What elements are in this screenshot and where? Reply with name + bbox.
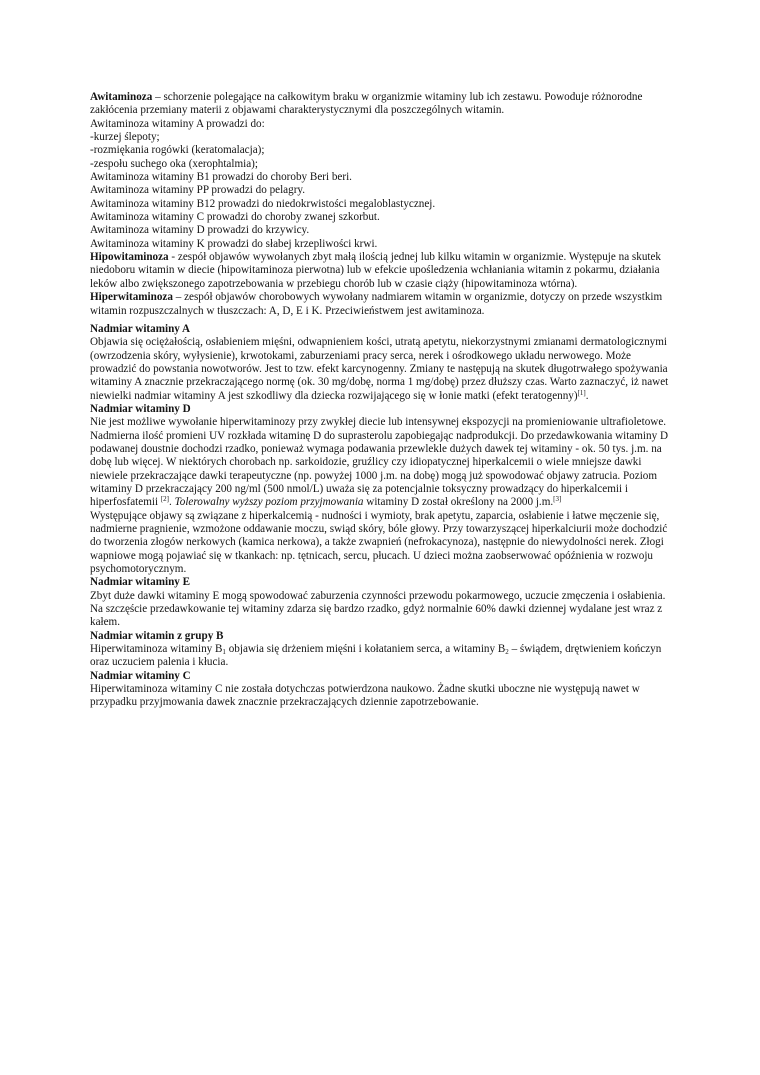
paragraph-vitamin-b: Hiperwitaminoza witaminy $B_1$ objawia się drżeniem mięśni i kołataniem serca, a witaminy $B_2$ – świądem, drętwieniem kończyn oraz uczuciem palenia i kłucia.: [90, 643, 662, 669]
tolerable-upper-intake-link[interactable]: Tolerowalny wyższy poziom przyjmowania: [174, 496, 364, 509]
hipowitaminoza-term: Hipowitaminoza: [90, 251, 169, 264]
awitaminoza-line: Awitaminoza witaminy B1 prowadzi do choroby Beri beri.: [90, 171, 352, 184]
awitaminoza-line: Awitaminoza witaminy C prowadzi do choroby zwanej szkorbut.: [90, 211, 380, 224]
awitaminoza-definition: Awitaminoza – schorzenie polegające na całkowitym braku w organizmie witaminy lub ich zestawu. Powoduje różnorodne zakłócenia przemiany materii z objawami charakterystycznymi dla poszczególnych witamin.: [90, 91, 643, 117]
footnote-ref-2[interactable]: [2]: [160, 495, 170, 504]
paragraph-vitamin-d-symptoms: Występujące objawy są związane z hiperkalcemią - nudności i wymioty, brak apetytu, zaparcia, osłabienie i łatwe męczenie się, nadmierne pragnienie, wzmożone oddawanie moczu, swiąd skóry, bóle głowy. Przy towarzyszącej hiperkalciurii może dochodzić do tworzenia złogów nerkowych (kamica nerkowa), a także zwapnień (nefrokacynoza), następnie do niewydolności nerek. Złogi wapniowe mogą pojawiać się w tkankach: np. tętnicach, sercu, płucach. U dzieci można zaobserwować opóźnienia w rozwoju psychomotorycznym.: [90, 509, 668, 576]
heading-vitamin-a: Nadmiar witaminy A: [90, 322, 191, 335]
awitaminoza-line: -rozmiękania rogówki (keratomalacja);: [90, 144, 265, 157]
awitaminoza-line: Awitaminoza witaminy K prowadzi do słabej krzepliwości krwi.: [90, 237, 378, 250]
awitaminoza-line: Awitaminoza witaminy A prowadzi do:: [90, 117, 265, 130]
hiperwitaminoza-term: Hiperwitaminoza: [90, 291, 173, 304]
paragraph-vitamin-c: Hiperwitaminoza witaminy C nie została dotychczas potwierdzona naukowo. Żadne skutki uboczne nie występują nawet w przypadku przyjmowania dawek znacznie przekraczających dziennie zapotrzebowanie.: [90, 683, 640, 709]
awitaminoza-line: -kurzej ślepoty;: [90, 131, 160, 144]
awitaminoza-term: Awitaminoza: [90, 91, 153, 103]
heading-vitamin-c: Nadmiar witaminy C: [90, 669, 191, 682]
footnote-ref-3[interactable]: [3]: [553, 495, 562, 504]
heading-vitamin-b: Nadmiar witamin z grupy B: [90, 629, 224, 642]
awitaminoza-line: Awitaminoza witaminy D prowadzi do krzywicy.: [90, 224, 310, 237]
paragraph-vitamin-a: Objawia się ociężałością, osłabieniem mięśni, odwapnieniem kości, utratą apetytu, niekorzystnymi zmianami dermatologicznymi (owrzodzenia skóry, wyłysienie), krwotokami, zaburzeniami pracy serca, nerek i ośrodkowego układu nerwowego. Może prowadzić do powstania nowotworów. Jest to tzw. efekt karcynogenny. Zmiany te następują na skutek długotrwałego spożywania witaminy A znacznie przekraczającego normę (ok. 30 mg/dobę, norma 1 mg/dobę) przez dłuższy czas. Warto zaznaczyć, iż nawet niewielki nadmiar witaminy A jest szkodliwy dla dziecka rozwijającego się w łonie matki (efekt teratogenny)[1].: [90, 336, 669, 402]
hipowitaminoza-definition: Hipowitaminoza - zespół objawów wywołanych zbyt małą ilością jednej lub kilku witamin w organizmie. Występuje na skutek niedoboru witamin w diecie (hipowitaminoza pierwotna) lub w efekcie upośledzenia wchłaniania witamin z pokarmu, działania leków albo zwiększonego zapotrzebowania w przebiegu chorób lub w czasie ciąży (hipowitaminoza wtórna).: [90, 251, 662, 290]
document-page: [90, 91, 674, 710]
awitaminoza-line: -zespołu suchego oka (xerophtalmia);: [90, 157, 258, 170]
awitaminoza-line: Awitaminoza witaminy PP prowadzi do pelagry.: [90, 184, 306, 197]
hiperwitaminoza-definition: Hiperwitaminoza – zespół objawów chorobowych wywołany nadmiarem witamin w organizmie, dotyczy on przede wszystkim witamin rozpuszczalnych w tłuszczach: A, D, E i K. Przeciwieństwem jest awitaminoza.: [90, 291, 663, 317]
awitaminoza-line: Awitaminoza witaminy B12 prowadzi do niedokrwistości megaloblastycznej.: [90, 197, 436, 210]
footnote-ref-1[interactable]: [1]: [577, 388, 586, 397]
heading-vitamin-e: Nadmiar witaminy E: [90, 576, 191, 589]
paragraph-vitamin-e: Zbyt duże dawki witaminy E mogą spowodować zaburzenia czynności przewodu pokarmowego, uczucie zmęczenia i osłabienia. Na szczęście przedawkowanie tej witaminy zdarza się bardzo rzadko, gdyż normalnie 60% dawki dziennej wydalane jest wraz z kałem.: [90, 589, 666, 629]
heading-vitamin-d: Nadmiar witaminy D: [90, 402, 191, 415]
paragraph-vitamin-d: Nie jest możliwe wywołanie hiperwitaminozy przy zwykłej diecie lub intensywnej ekspozycji na promieniowanie ultrafioletowe. Nadmierna ilość promieni UV rozkłada witaminę D do suprasterolu zapobiegając nadprodukcji. Do przedawkowania witaminy D podawanej doustnie dochodzi rzadko, ponieważ wymaga podawania przewlekle dużych dawek tej witaminy - ok. 50 tys. j.m. na dobę lub więcej. W niektórych chorobach np. sarkoidozie, gruźlicy czy idiopatycznej hiperkalcemii o wiele mniejsze dawki niewiele przekraczające dawki terapeutyczne (np. powyżej 1000 j.m. na dobę) mogą już spowodować objawy zatrucia. Poziom witaminy D przekraczający 200 ng/ml (500 nmol/L) uważa się za potencjalnie toksyczny prowadzący do hiperkalcemii i hiperfosfatemii [2]. Tolerowalny wyższy poziom przyjmowania witaminy D został określony na 2000 j.m.[3]: [90, 416, 669, 509]
